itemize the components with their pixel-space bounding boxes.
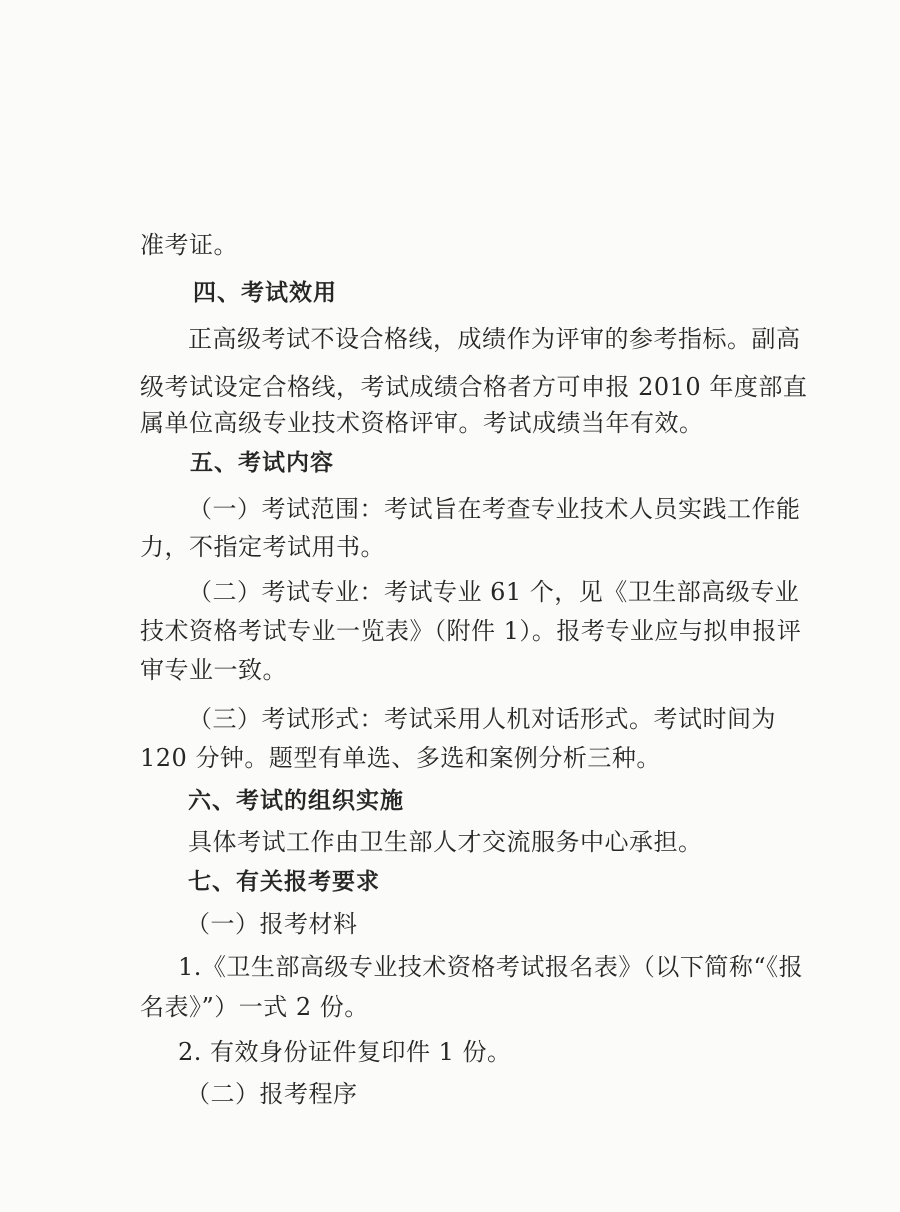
section-heading-4: 四、考试效用 [193,280,337,306]
text-line: （三）考试形式：考试采用人机对话形式。考试时间为 [188,705,776,733]
text-line: 名表》”）一式 2 份。 [140,993,369,1021]
text-line: 属单位高级专业技术资格评审。考试成绩当年有效。 [140,409,704,437]
text-line: 1.《卫生部高级专业技术资格考试报名表》（以下简称“《报 [178,953,804,981]
text-line: 2. 有效身份证件复印件 1 份。 [178,1038,512,1066]
subheading-procedure: （二）报考程序 [186,1080,358,1108]
text-line: 技术资格考试专业一览表》（附件 1）。报考专业应与拟申报评 [140,617,802,645]
text-line: 力，不指定考试用书。 [140,533,385,561]
text-line: 正高级考试不设合格线，成绩作为评审的参考指标。副高 [188,325,801,353]
text-line: （二）考试专业：考试专业 61 个，见《卫生部高级专业 [188,578,800,606]
text-line: 审专业一致。 [140,656,287,684]
text-line: 具体考试工作由卫生部人才交流服务中心承担。 [188,828,703,856]
text-line: （一）考试范围：考试旨在考查专业技术人员实践工作能 [188,495,801,523]
text-line: 120 分钟。题型有单选、多选和案例分析三种。 [140,744,661,772]
text-line: 准考证。 [140,231,238,259]
section-heading-6: 六、考试的组织实施 [188,788,404,814]
subheading-materials: （一）报考材料 [186,910,358,938]
text-line: 级考试设定合格线，考试成绩合格者方可申报 2010 年度部直 [140,373,808,401]
section-heading-7: 七、有关报考要求 [188,869,380,895]
section-heading-5: 五、考试内容 [190,450,334,476]
